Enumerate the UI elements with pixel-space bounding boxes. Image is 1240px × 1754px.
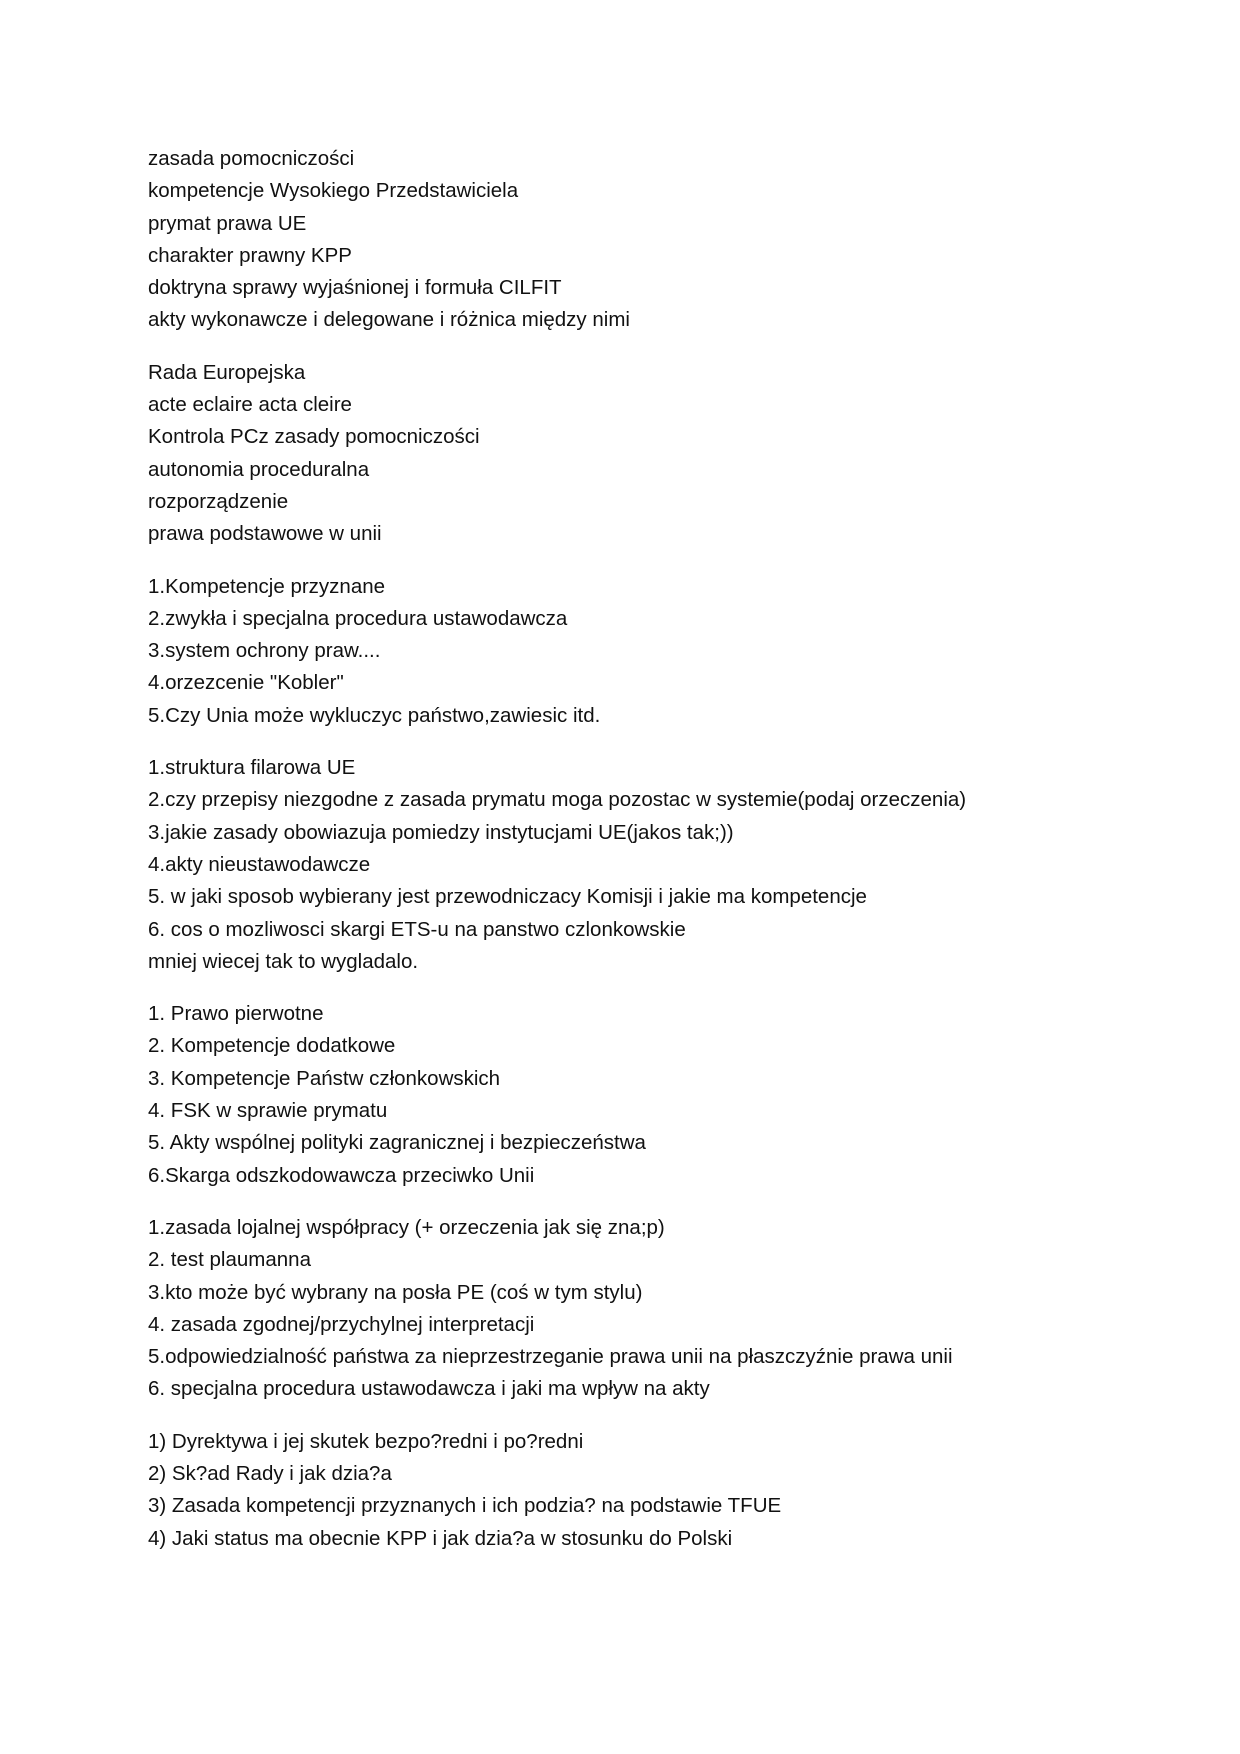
list-item: 1.struktura filarowa UE: [148, 756, 356, 780]
list-item: 2. test plaumanna: [148, 1248, 311, 1272]
list-item: akty wykonawcze i delegowane i różnica między nimi: [148, 308, 630, 332]
list-item: Rada Europejska: [148, 360, 306, 384]
list-item: 1.Kompetencje przyznane: [148, 574, 386, 598]
question-list-2: [148, 357, 1148, 551]
list-item: 3. Kompetencje Państw członkowskich: [148, 1066, 501, 1090]
question-list-6: [148, 1212, 1148, 1406]
list-item: prymat prawa UE: [148, 211, 307, 235]
list-item: 4. zasada zgodnej/przychylnej interpretacji: [148, 1312, 535, 1336]
list-item: 6.Skarga odszkodowawcza przeciwko Unii: [148, 1163, 535, 1187]
list-item: rozporządzenie: [148, 489, 289, 513]
list-item: 5. Akty wspólnej polityki zagranicznej i bezpieczeństwa: [148, 1131, 646, 1155]
list-item: 4.orzezcenie "Kobler": [148, 671, 344, 695]
list-item: 3.kto może być wybrany na posła PE (coś w tym stylu): [148, 1280, 643, 1304]
list-item: 3) Zasada kompetencji przyznanych i ich podzia? na podstawie TFUE: [148, 1494, 782, 1518]
list-item: 4.akty nieustawodawcze: [148, 852, 371, 876]
list-item: 1. Prawo pierwotne: [148, 1002, 324, 1026]
list-item: zasada pomocniczości: [148, 147, 355, 170]
list-item: kompetencje Wysokiego Przedstawiciela: [148, 179, 519, 203]
list-item: mniej wiecej tak to wygladalo.: [148, 949, 419, 973]
document-content: [148, 143, 1148, 1575]
list-item: 6. cos o mozliwosci skargi ETS-u na panstwo czlonkowskie: [148, 917, 686, 941]
list-item: doktryna sprawy wyjaśnionej i formuła CILFIT: [148, 276, 562, 300]
list-item: Kontrola PCz zasady pomocniczości: [148, 425, 480, 449]
list-item: autonomia proceduralna: [148, 457, 370, 481]
list-item: prawa podstawowe w unii: [148, 522, 382, 546]
question-list-4: [148, 752, 1148, 978]
list-item: 2) Sk?ad Rady i jak dzia?a: [148, 1461, 392, 1485]
list-item: 1.zasada lojalnej współpracy (+ orzeczenia jak się zna;p): [148, 1215, 665, 1239]
question-list-7: [148, 1426, 1148, 1555]
list-item: 5.odpowiedzialność państwa za nieprzestrzeganie prawa unii na płaszczyźnie prawa unii: [148, 1345, 953, 1369]
list-item: 5. w jaki sposob wybierany jest przewodniczacy Komisji i jakie ma kompetencje: [148, 885, 867, 909]
list-item: 2.czy przepisy niezgodne z zasada prymatu moga pozostac w systemie(podaj orzeczenia): [148, 788, 967, 812]
list-item: charakter prawny KPP: [148, 243, 352, 267]
list-item: acte eclaire acta cleire: [148, 393, 352, 417]
list-item: 3.system ochrony praw....: [148, 639, 381, 663]
list-item: 2. Kompetencje dodatkowe: [148, 1034, 396, 1058]
list-item: 2.zwykła i specjalna procedura ustawodawcza: [148, 606, 568, 630]
list-item: 4. FSK w sprawie prymatu: [148, 1099, 388, 1123]
list-item: 6. specjalna procedura ustawodawcza i jaki ma wpływ na akty: [148, 1377, 710, 1401]
list-item: 5.Czy Unia może wykluczyc państwo,zawiesic itd.: [148, 703, 601, 727]
list-item: 4) Jaki status ma obecnie KPP i jak dzia?a w stosunku do Polski: [148, 1526, 733, 1550]
question-list-5: [148, 998, 1148, 1192]
question-list-1: [148, 143, 1148, 337]
list-item: 3.jakie zasady obowiazuja pomiedzy instytucjami UE(jakos tak;)): [148, 820, 734, 844]
list-item: 1) Dyrektywa i jej skutek bezpo?redni i po?redni: [148, 1429, 584, 1453]
question-list-3: [148, 571, 1148, 732]
